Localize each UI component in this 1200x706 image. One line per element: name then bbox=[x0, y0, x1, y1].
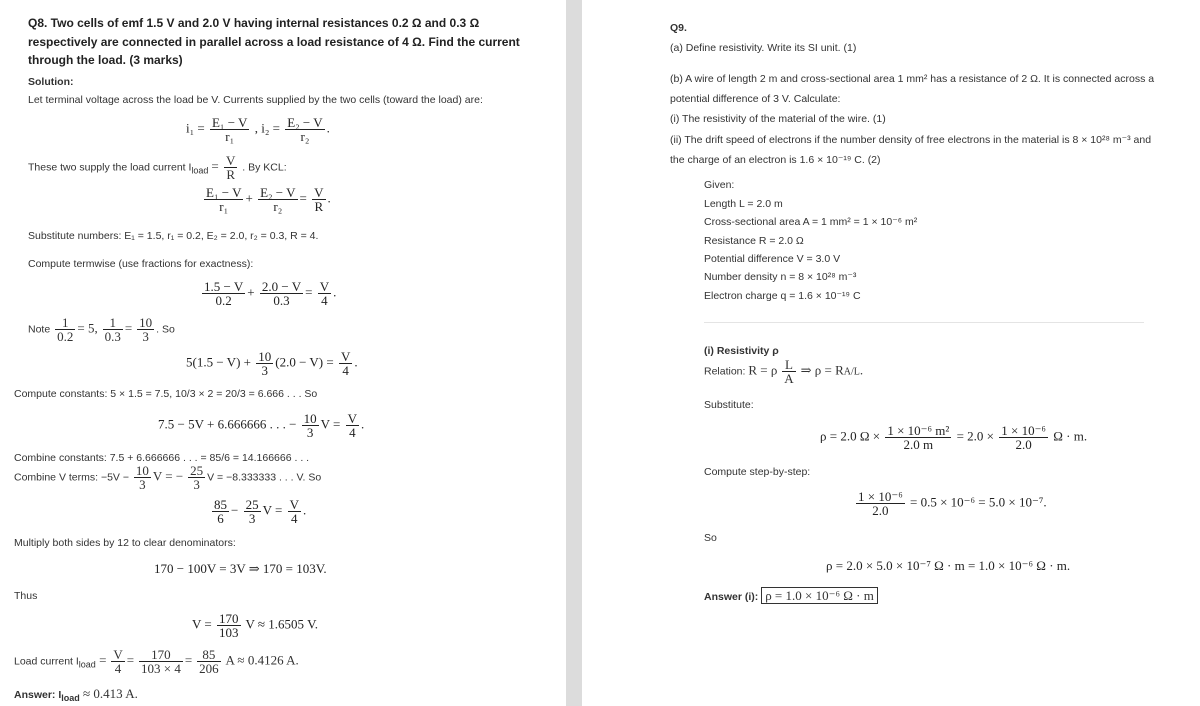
q9-part-b-ii-line1: (ii) The drift speed of electrons if the number density of free electrons in the material is 8 × 10²⁸ m⁻³ and bbox=[670, 134, 1152, 146]
eq-i1-lhs: i₁ = bbox=[186, 120, 205, 136]
given-charge: Electron charge q = 1.6 × 10⁻¹⁹ C bbox=[704, 290, 861, 302]
note-fraction-1 bbox=[55, 316, 75, 343]
kcl-num-1: E₁ − V bbox=[206, 185, 242, 200]
supply-denominator: R bbox=[226, 167, 235, 182]
q9-part-b-ii-line2: the charge of an electron is 1.6 × 10⁻¹⁹ C. (2) bbox=[670, 154, 881, 166]
kcl-num-2: E₂ − V bbox=[260, 185, 296, 200]
eq7-r-num: V bbox=[289, 497, 299, 512]
eqv-den: 103 bbox=[219, 625, 239, 640]
thus-text: Thus bbox=[14, 590, 38, 602]
combine-v-tail: V = −8.333333 . . . V. So bbox=[207, 471, 322, 484]
eq7-r-den: 4 bbox=[291, 511, 298, 526]
eq-i1-denominator: r₁ bbox=[225, 129, 235, 144]
tw-den-3: 4 bbox=[321, 293, 328, 308]
load-f2-den: 103 × 4 bbox=[140, 661, 181, 676]
kcl-fraction-1 bbox=[204, 186, 243, 213]
combine-v-mid: V = − bbox=[152, 468, 184, 484]
tw-num-1: 1.5 − V bbox=[204, 279, 244, 294]
step-part-b: = 0.5 × 10⁻⁶ = 5.0 × 10⁻⁷. bbox=[909, 494, 1047, 510]
load-eq: = bbox=[95, 652, 107, 668]
tw-fraction-1 bbox=[202, 280, 245, 307]
eq5-rhs-fraction bbox=[339, 350, 352, 377]
q9-title: Q9. bbox=[670, 22, 687, 34]
kcl-equation: $\frac{\text{E₁ − V}}{\text{r₁}}$ + $\frac{\text{E₂ − V}}{\text{r₂}}$ = $\frac{V}{R}$ . bbox=[206, 185, 331, 214]
tw-den-1: 0.2 bbox=[215, 293, 232, 308]
solution-label: Solution: bbox=[28, 76, 74, 88]
tw-num-2: 2.0 − V bbox=[261, 279, 302, 294]
relation-part-b: ⇒ ρ = R bbox=[800, 362, 844, 378]
q9-answer bbox=[704, 588, 878, 604]
relation-part-a: R = ρ bbox=[748, 362, 778, 378]
termwise-equation: $\frac{1.5 - V}{0.2}$ + $\frac{2.0 - V}{0.3}$ = $\frac{V}{4}$ . bbox=[204, 279, 337, 308]
given-area: Cross-sectional area A = 1 mm² = 1 × 10⁻⁶ m² bbox=[704, 216, 918, 228]
relation-f-num: L bbox=[782, 358, 795, 372]
note-line: Note $\frac{1}{0.2}$ = 5, $\frac{1}{0.3}$ = $\frac{10}{3}$ . So bbox=[28, 315, 175, 344]
supply-sub: load bbox=[191, 165, 209, 176]
intro-text: Let terminal voltage across the load be V. Currents supplied by the two cells (toward the load) are: bbox=[28, 94, 483, 106]
step-f-den: 2.0 bbox=[872, 503, 889, 518]
supply-fraction bbox=[224, 154, 237, 181]
termwise-text: Compute termwise (use fractions for exactness): bbox=[28, 258, 254, 270]
eq5-part-b: (2.0 − V) = bbox=[275, 354, 334, 370]
right-document-page bbox=[582, 0, 1200, 706]
substitute-label: Substitute: bbox=[704, 399, 754, 411]
note-f1-den: 0.2 bbox=[57, 329, 74, 344]
equation-5: 5(1.5 − V) + $\frac{10}{3}$ (2.0 − V) = $\frac{V}{4}$ . bbox=[186, 349, 358, 378]
eq6-f-num: 10 bbox=[303, 411, 317, 426]
so-equation: ρ = 2.0 × 5.0 × 10⁻⁷ Ω · m = 1.0 × 10⁻⁶ Ω · m. bbox=[826, 558, 1071, 573]
note-fraction-2 bbox=[103, 316, 123, 343]
combine-v-f1-den: 3 bbox=[139, 477, 146, 492]
sub-f2-den: 2.0 bbox=[1015, 437, 1032, 452]
eq-i2-fraction bbox=[285, 116, 324, 143]
q8-answer-sub: load bbox=[61, 693, 80, 704]
step-label: Compute step-by-step: bbox=[704, 466, 811, 478]
substitute-text: Substitute numbers: E₁ = 1.5, r₁ = 0.2, E₂ = 2.0, r₂ = 0.3, R = 4. bbox=[28, 230, 319, 242]
supply-tail: . By KCL: bbox=[242, 161, 287, 174]
tw-fraction-3 bbox=[318, 280, 331, 307]
kcl-fraction-3 bbox=[312, 186, 325, 213]
load-f3-den: 206 bbox=[199, 661, 219, 676]
q9-part-a: (a) Define resistivity. Write its SI unit. (1) bbox=[670, 42, 857, 54]
so-label: So bbox=[704, 532, 717, 544]
eq5-r-num: V bbox=[340, 349, 351, 364]
eq5-r-den: 4 bbox=[342, 363, 349, 378]
eq7-f1-num: 85 bbox=[214, 497, 227, 512]
q8-title-line1: Q8. Two cells of emf 1.5 V and 2.0 V having internal resistances 0.2 Ω and 0.3 Ω bbox=[28, 16, 480, 30]
left-document-page bbox=[0, 0, 566, 706]
relation-part-c: A/L bbox=[843, 366, 860, 378]
note-mid: = 5, bbox=[77, 320, 98, 336]
load-f1-num: V bbox=[113, 647, 123, 662]
kcl-num-3: V bbox=[314, 185, 324, 200]
load-f1-den: 4 bbox=[114, 661, 122, 676]
load-fraction-1 bbox=[111, 648, 124, 675]
substitute-equation bbox=[820, 424, 1087, 451]
eq6-rhs-fraction bbox=[346, 412, 359, 439]
note-f2-num: 1 bbox=[103, 316, 123, 330]
kcl-fraction-2 bbox=[258, 186, 297, 213]
combine-constants-text: Combine constants: 7.5 + 6.666666 . . . = 85/6 = 14.166666 . . . bbox=[14, 452, 310, 464]
step-fraction bbox=[856, 490, 905, 517]
eq7-fraction-2 bbox=[244, 498, 261, 525]
load-f3-num: 85 bbox=[197, 648, 221, 662]
eq7-rhs-fraction bbox=[288, 498, 301, 525]
tw-num-3: V bbox=[319, 279, 330, 294]
supply-text: These two supply the load current I bbox=[28, 161, 192, 174]
note-label: Note bbox=[28, 323, 51, 336]
relation-fraction bbox=[782, 358, 795, 385]
q8-title-line2: respectively are connected in parallel across a load resistance of 4 Ω. Find the current bbox=[28, 35, 520, 49]
eqv-lhs: V = bbox=[192, 616, 212, 632]
section-divider bbox=[704, 322, 1144, 323]
constants-text: Compute constants: 5 × 1.5 = 7.5, 10/3 × 2 = 20/3 = 6.666 . . . So bbox=[14, 388, 318, 400]
eq5-fraction bbox=[256, 350, 273, 377]
load-label: Load current I bbox=[14, 655, 79, 668]
note-fraction-3 bbox=[137, 316, 154, 343]
relation-label: Relation: bbox=[704, 365, 746, 378]
current-equations: i₁ = $\frac{\text{E₁ − V}}{\text{r₁}}$ , i₂ = $\frac{\text{E₂ − V}}{\text{r₂}}$ . bbox=[186, 115, 330, 144]
given-pd: Potential difference V = 3.0 V bbox=[704, 253, 841, 265]
relation-f-den: A bbox=[784, 371, 794, 386]
eq6-part-b: V = bbox=[320, 416, 341, 432]
eqv-tail: V ≈ 1.6505 V. bbox=[245, 616, 319, 632]
load-fraction-3 bbox=[197, 648, 221, 675]
combine-v-f2-den: 3 bbox=[193, 477, 200, 492]
q8-answer-label: Answer: I bbox=[14, 689, 62, 701]
sub-f2-num: 1 × 10⁻⁶ bbox=[1001, 423, 1046, 438]
eq-i2-numerator: E₂ − V bbox=[287, 115, 323, 130]
sub-part-c: Ω · m. bbox=[1053, 428, 1088, 444]
resistivity-heading: (i) Resistivity ρ bbox=[704, 345, 779, 357]
supply-numerator: V bbox=[225, 153, 236, 168]
eq7-f1-den: 6 bbox=[217, 511, 224, 526]
step-equation bbox=[854, 490, 1047, 517]
eq5-f-num: 10 bbox=[258, 349, 272, 364]
eq6-r-den: 4 bbox=[349, 425, 356, 440]
given-density: Number density n = 8 × 10²⁸ m⁻³ bbox=[704, 271, 857, 283]
equation-8: 170 − 100V = 3V ⇒ 170 = 103V. bbox=[154, 561, 327, 576]
q8-answer bbox=[14, 686, 138, 703]
q9-answer-label: Answer (i): bbox=[704, 591, 759, 603]
eqv-fraction bbox=[217, 612, 241, 639]
note-f3-num: 10 bbox=[139, 315, 153, 330]
q9-part-b-line2: potential difference of 3 V. Calculate: bbox=[670, 93, 841, 105]
combine-v-fraction-1 bbox=[134, 464, 151, 491]
eq6-fraction bbox=[302, 412, 319, 439]
kcl-den-1: r₁ bbox=[219, 199, 229, 214]
note-f2-den: 0.3 bbox=[104, 329, 121, 344]
tw-fraction-2 bbox=[260, 280, 303, 307]
eq6-part-a: 7.5 − 5V + 6.666666 . . . − bbox=[158, 416, 297, 432]
tw-den-2: 0.3 bbox=[273, 293, 290, 308]
eq-i1-fraction bbox=[210, 116, 249, 143]
q9-part-b-i: (i) The resistivity of the material of the wire. (1) bbox=[670, 113, 886, 125]
eq7-mid: V = bbox=[262, 502, 283, 518]
eqv-num: 170 bbox=[219, 611, 239, 626]
eq7-f2-den: 3 bbox=[248, 511, 256, 526]
eq-i2-denominator: r₂ bbox=[300, 129, 310, 144]
given-resistance: Resistance R = 2.0 Ω bbox=[704, 235, 804, 247]
voltage-result bbox=[192, 612, 318, 639]
sub-part-b: = 2.0 × bbox=[956, 428, 994, 444]
combine-v-f1-num: 10 bbox=[135, 463, 149, 478]
eq-i2-lhs: , i₂ = bbox=[254, 120, 280, 136]
q8-answer-value: ≈ 0.413 A. bbox=[79, 686, 138, 701]
step-f-num: 1 × 10⁻⁶ bbox=[858, 489, 903, 504]
q8-title-line3: through the load. (3 marks) bbox=[28, 53, 183, 67]
sub-f1-num: 1 × 10⁻⁶ m² bbox=[887, 423, 950, 438]
note-tail: . So bbox=[156, 323, 175, 336]
relation-line: Relation: R = ρ $\frac{L}{A}$ ⇒ ρ = RA/L. bbox=[704, 357, 864, 386]
multiply-text: Multiply both sides by 12 to clear denominators: bbox=[14, 537, 236, 549]
combine-v-f2-num: 25 bbox=[190, 463, 204, 478]
sub-fraction-1 bbox=[885, 424, 951, 451]
note-f1-num: 1 bbox=[55, 316, 75, 330]
load-f2-num: 170 bbox=[139, 648, 183, 662]
combine-v-line bbox=[14, 464, 321, 491]
eq5-f-den: 3 bbox=[261, 363, 268, 378]
page-gutter bbox=[566, 0, 582, 706]
given-length: Length L = 2.0 m bbox=[704, 198, 783, 210]
load-current-line: Load current $I_{load}$ = $\frac{V}{4}$ = $\frac{170}{103 \times 4}$ = $\frac{85}{206}$ A ≈ 0.4126 A. bbox=[14, 647, 299, 676]
eq7-f2-num: 25 bbox=[245, 497, 259, 512]
given-label: Given: bbox=[704, 179, 735, 191]
kcl-den-3: R bbox=[314, 199, 324, 214]
equation-6: 7.5 − 5V + 6.666666 . . . − $\frac{10}{3}$ V = $\frac{V}{4}$ . bbox=[158, 411, 365, 440]
supply-line: These two supply the load current $I_{load}$ = $\frac{V}{R}$ . By KCL: bbox=[28, 153, 287, 182]
q9-answer-value: ρ = 1.0 × 10⁻⁶ Ω · m bbox=[761, 587, 878, 604]
combine-v-part-a: Combine V terms: −5V − bbox=[14, 471, 129, 484]
eq5-part-a: 5(1.5 − V) + bbox=[186, 354, 251, 370]
kcl-den-2: r₂ bbox=[273, 199, 283, 214]
eq7-fraction-1 bbox=[212, 498, 229, 525]
eq6-f-den: 3 bbox=[306, 425, 314, 440]
eq6-r-num: V bbox=[347, 411, 358, 426]
load-sub: load bbox=[78, 659, 96, 670]
q9-part-b-line1: (b) A wire of length 2 m and cross-sectional area 1 mm² has a resistance of 2 Ω. It is connected across a bbox=[670, 73, 1155, 85]
load-fraction-2 bbox=[139, 648, 183, 675]
load-tail: A ≈ 0.4126 A. bbox=[225, 652, 299, 668]
sub-fraction-2 bbox=[999, 424, 1048, 451]
note-f3-den: 3 bbox=[142, 329, 149, 344]
sub-f1-den: 2.0 m bbox=[903, 437, 934, 452]
sub-part-a: ρ = 2.0 Ω × bbox=[820, 428, 881, 444]
combine-v-fraction-2 bbox=[188, 464, 205, 491]
equation-7: $\frac{85}{6}$ − $\frac{25}{3}$ V = $\frac{V}{4}$ . bbox=[214, 497, 307, 526]
eq-i1-numerator: E₁ − V bbox=[211, 115, 248, 130]
